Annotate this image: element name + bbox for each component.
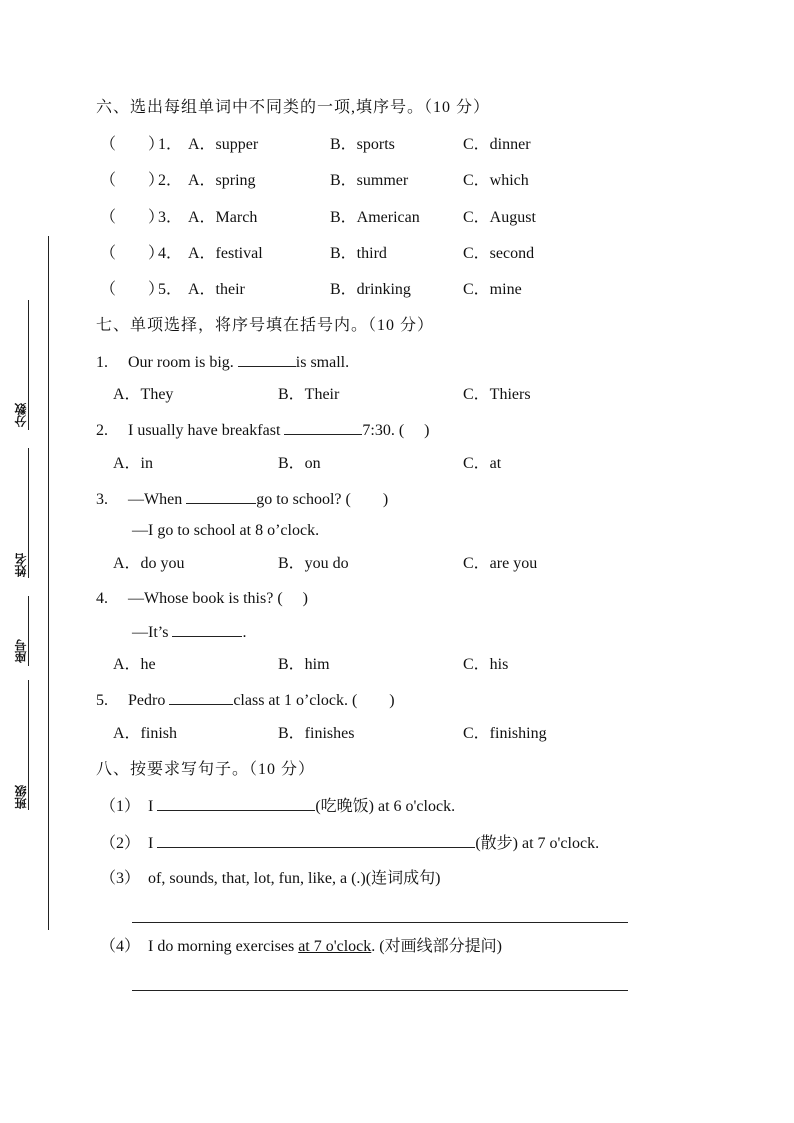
mc-question-5	[96, 690, 395, 711]
seat-label: 座号	[14, 639, 28, 663]
task-number: （4）	[100, 938, 141, 955]
question-number: 4．	[158, 245, 183, 262]
task-text: I do morning exercises	[148, 938, 299, 955]
question-text: Our room is big.	[128, 354, 238, 371]
answer-blank[interactable]	[157, 796, 315, 811]
mc-question-4	[96, 589, 308, 609]
option-a: A．do you	[113, 555, 185, 572]
option-a: A．finish	[113, 725, 178, 742]
sentence-task-4	[100, 937, 502, 957]
mc-question-1	[96, 352, 349, 373]
task-text: I	[148, 798, 158, 815]
question-number: 5．	[158, 281, 183, 298]
question-number: 2.	[96, 422, 108, 439]
answer-blank[interactable]	[238, 352, 296, 367]
option-c: C．finishing	[463, 725, 547, 742]
question-number: 5.	[96, 692, 108, 709]
task-text: of, sounds, that, lot, fun, like, a (.)(连词成句)	[148, 870, 441, 887]
class-label: 班级	[14, 785, 28, 809]
question-number: 4.	[96, 590, 108, 607]
option-c: C．his	[463, 656, 509, 673]
question-reply	[132, 622, 246, 643]
option-b: B．American	[330, 209, 420, 226]
name-label: 姓名	[14, 553, 28, 577]
section6-title: 六、选出每组单词中不同类的一项,填序号。（10 分）	[96, 99, 491, 116]
option-b: B．you do	[278, 555, 349, 572]
option-b: B．Their	[278, 386, 340, 403]
question-text: class at 1 o’clock. ( )	[233, 692, 395, 709]
question-text: go to school? ( )	[256, 491, 389, 508]
option-c: C．which	[463, 172, 529, 189]
option-b: B．finishes	[278, 725, 355, 742]
option-a: A．supper	[188, 136, 259, 153]
option-a: A．They	[113, 386, 174, 403]
mc-question-3	[96, 489, 388, 510]
question-text: Pedro	[128, 692, 170, 709]
answer-blank[interactable]	[284, 420, 362, 435]
answer-blank[interactable]	[172, 622, 242, 637]
question-text: I usually have breakfast	[128, 422, 285, 439]
underlined-phrase: at 7 o'clock	[298, 938, 372, 955]
option-b: B．drinking	[330, 281, 411, 298]
answer-bracket[interactable]: （ ）	[100, 209, 165, 226]
option-b: B．sports	[330, 136, 395, 153]
option-c: C．mine	[463, 281, 522, 298]
task-text: . (对画线部分提问)	[371, 938, 502, 955]
answer-blank[interactable]	[186, 489, 256, 504]
question-text: —When	[128, 491, 187, 508]
section7-title: 七、单项选择，将序号填在括号内。（10 分）	[96, 317, 435, 334]
sentence-task-3	[100, 869, 440, 889]
option-b: B．him	[278, 656, 330, 673]
question-number: 1．	[158, 136, 183, 153]
option-b: B．summer	[330, 172, 409, 189]
question-number: 1.	[96, 354, 108, 371]
option-c: C．second	[463, 245, 535, 262]
answer-bracket[interactable]: （ ）	[100, 136, 165, 153]
option-c: C．Thiers	[463, 386, 531, 403]
question-text: —Whose book is this? ( )	[128, 590, 308, 607]
binding-line	[48, 236, 49, 930]
task-text: I	[148, 835, 158, 852]
question-reply: —I go to school at 8 o’clock.	[132, 522, 320, 539]
option-a: A．March	[188, 209, 258, 226]
question-text: —It’s	[132, 624, 173, 641]
option-c: C．at	[463, 455, 502, 472]
score-label: 分数	[14, 403, 28, 427]
option-a: A．in	[113, 455, 154, 472]
question-number: 2．	[158, 172, 183, 189]
option-b: B．on	[278, 455, 321, 472]
question-text: is small.	[295, 354, 350, 371]
task-text: (散步) at 7 o'clock.	[475, 835, 600, 852]
question-number: 3．	[158, 209, 183, 226]
task-number: （2）	[100, 835, 141, 852]
question-number: 3.	[96, 491, 108, 508]
option-c: C．are you	[463, 555, 538, 572]
question-text: 7:30. ( )	[362, 422, 430, 439]
sentence-task-2	[100, 833, 599, 854]
task-number: （1）	[100, 798, 141, 815]
option-a: A．festival	[188, 245, 263, 262]
section8-title: 八、按要求写句子。（10 分）	[96, 761, 316, 778]
option-a: A．spring	[188, 172, 256, 189]
answer-line[interactable]	[132, 990, 628, 991]
answer-blank[interactable]	[157, 833, 475, 848]
option-c: C．dinner	[463, 136, 531, 153]
option-b: B．third	[330, 245, 387, 262]
mc-question-2	[96, 420, 430, 441]
task-number: （3）	[100, 870, 141, 887]
option-c: C．August	[463, 209, 536, 226]
answer-bracket[interactable]: （ ）	[100, 281, 165, 298]
answer-bracket[interactable]: （ ）	[100, 172, 165, 189]
answer-blank[interactable]	[169, 690, 233, 705]
answer-line[interactable]	[132, 922, 628, 923]
option-a: A．their	[188, 281, 245, 298]
task-text: (吃晚饭) at 6 o'clock.	[315, 798, 456, 815]
sentence-task-1	[100, 796, 455, 817]
question-text: .	[242, 624, 247, 641]
option-a: A．he	[113, 656, 156, 673]
answer-bracket[interactable]: （ ）	[100, 245, 165, 262]
